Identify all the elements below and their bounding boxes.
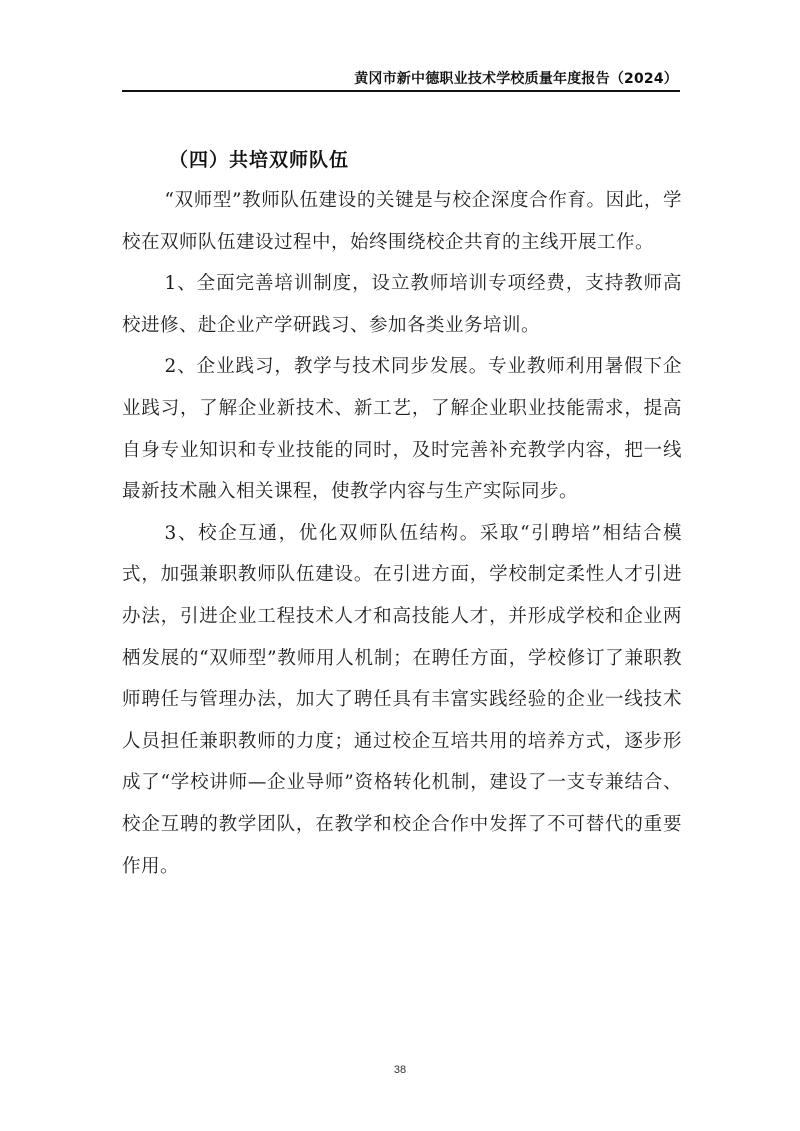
paragraph-item-2: 2、企业践习，教学与技术同步发展。专业教师利用暑假下企业践习，了解企业新技术、新工艺，了解企业职业技能需求，提高自身专业知识和专业技能的同时，及时完善补充教学内容，把一线最新技术融入相关课程，使教学内容与生产实际同步。 <box>122 356 682 503</box>
document-body <box>122 140 682 887</box>
page-header <box>122 66 680 92</box>
section-heading: （四）共培双师队伍 <box>169 149 350 171</box>
paragraph-item-1: 1、全面完善培训制度，设立教师培训专项经费，支持教师高校进修、赴企业产学研践习、参加各类业务培训。 <box>122 273 682 336</box>
paragraph-item-3: 3、校企互通，优化双师队伍结构。采取“引聘培”相结合模式，加强兼职教师队伍建设。在引进方面，学校制定柔性人才引进办法，引进企业工程技术人才和高技能人才，并形成学校和企业两栖发展的“双师型”教师用人机制；在聘任方面，学校修订了兼职教师聘任与管理办法，加大了聘任具有丰富实践经验的企业一线技术人员担任兼职教师的力度；通过校企互培共用的培养方式，逐步形成了“学校讲师—企业导师”资格转化机制，建设了一支专兼结合、校企互聘的教学团队，在教学和校企合作中发挥了不可替代的重要作用。 <box>122 522 682 877</box>
header-title: 黄冈市新中德职业技术学校质量年度报告（2024） <box>354 71 678 87</box>
paragraph-intro: “双师型”教师队伍建设的关键是与校企深度合作育。因此，学校在双师队伍建设过程中，始终围绕校企共育的主线开展工作。 <box>122 190 682 253</box>
page-number: 38 <box>393 1064 407 1076</box>
